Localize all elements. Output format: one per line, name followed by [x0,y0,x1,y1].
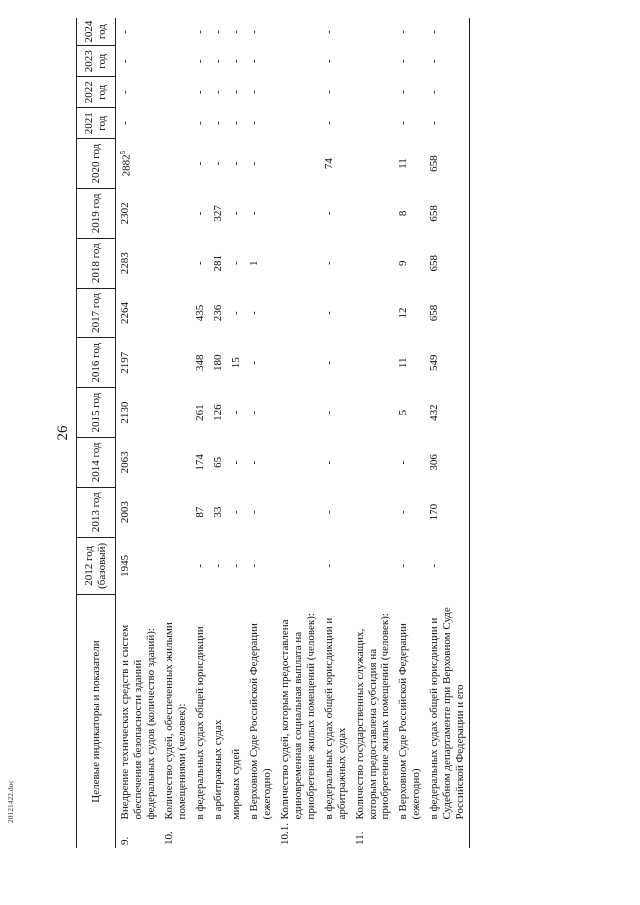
value-text: - [322,261,335,266]
year-value [227,18,245,46]
value-text: 658 [428,254,441,272]
year-value [209,46,227,77]
table-row [191,18,209,848]
value-text: 126 [211,404,224,421]
table-row [116,18,160,848]
value-text: - [247,360,260,365]
year-value [394,437,425,487]
year-value [351,388,395,438]
value-text: 281 [211,254,224,272]
year-value [160,108,191,139]
value-text: 11 [397,158,410,169]
indicator-name: в федеральных судах общей юрисдикции и арбитражных судах [322,617,348,820]
value-text: 2063 [119,451,131,474]
year-value [425,338,469,388]
year-value [320,77,351,108]
year-value [245,437,276,487]
year-value [227,139,245,189]
value-text: 2264 [119,301,131,324]
year-value [351,487,395,537]
value-text: - [119,59,131,64]
year-value [160,46,191,77]
indicator-name: Количество судей, которым предоставлена единовременная социальная выплата на приобретение жилых помещений (человек): [278,613,317,820]
year-value [276,18,320,46]
row-number [394,821,425,848]
value-text: - [397,59,410,64]
year-value [394,18,425,46]
value-text: - [247,161,260,166]
value-text: 33 [211,506,224,518]
year-value [116,288,160,338]
value-text: - [211,121,224,126]
year-value [191,18,209,46]
table-header-row [77,18,116,848]
year-value [160,238,191,288]
value-text: - [322,90,335,95]
value-text: 9 [397,260,410,266]
year-value [209,188,227,238]
value-text: - [193,261,206,266]
value-text: - [428,90,441,95]
year-value [245,388,276,438]
value-text: 170 [428,503,441,521]
header-year: 2021 год [77,108,116,139]
value-text: 1 [247,260,260,266]
year-value [425,487,469,537]
value-text: - [247,311,260,315]
value-text: - [211,161,224,166]
header-indicators: Целевые индикаторы и показатели [77,595,116,848]
value-text: - [193,161,206,166]
value-text: 261 [193,404,206,421]
base-value: - [193,564,206,568]
value-text: - [193,121,206,126]
year-value [227,288,245,338]
year-value [394,388,425,438]
year-value [160,77,191,108]
footer-filename: 20121422.doc [6,780,15,823]
indicator-name: в арбитражных судах [211,719,224,820]
year-value [116,188,160,238]
year-value [191,46,209,77]
rotated-content [45,18,600,848]
table-row [209,18,227,848]
value-text: - [322,410,335,415]
value-text: - [247,410,260,415]
year-value [351,188,395,238]
year-value [116,238,160,288]
indicator-name: Количество государственных служащих, которым предоставлена субсидия на приобретение жилых помещений (человек): [353,613,392,820]
year-value [245,238,276,288]
year-value [351,238,395,288]
year-value [116,338,160,388]
value-text: - [193,30,206,34]
header-year: 2019 год [77,188,116,238]
year-value [209,487,227,537]
table-row [425,18,469,848]
value-text: - [211,59,224,64]
value-text: - [322,460,335,465]
value-text: 174 [193,454,206,471]
year-value [320,437,351,487]
value-text: 306 [428,454,441,471]
value-text: - [397,460,410,465]
value-text: 8 [397,210,410,217]
year-value [425,437,469,487]
value-text: - [119,121,131,126]
base-value: - [247,564,260,568]
year-value [209,238,227,288]
value-text: - [428,30,441,34]
year-value [209,18,227,46]
year-value [320,46,351,77]
value-text: - [322,59,335,64]
value-text: - [229,460,242,465]
table-row [245,18,276,848]
value-text: 236 [211,304,224,322]
value-text: - [193,59,206,64]
year-value [191,338,209,388]
value-text: 12 [397,307,410,319]
value-text: - [322,311,335,315]
year-value [245,108,276,139]
value-text: - [211,30,224,34]
row-number: 11. [353,831,366,845]
year-value [209,139,227,189]
year-value [191,288,209,338]
indicator-name: в Верховном Суде Российской Федерации (ежегодно) [397,623,423,820]
year-value [160,139,191,189]
value-text: - [322,30,335,34]
year-value [394,487,425,537]
year-value [351,18,395,46]
year-value [227,338,245,388]
year-value [245,46,276,77]
header-year: 2018 год [77,238,116,288]
value-text: 2882 [120,154,133,177]
year-value [351,288,395,338]
value-text: 435 [193,304,206,322]
value-text: - [397,90,410,95]
year-value [351,77,395,108]
header-year: 2016 год [77,338,116,388]
header-year: 2024 год [77,18,116,46]
year-value [245,139,276,189]
value-text: - [193,90,206,95]
year-value [227,388,245,438]
base-value: - [397,564,410,568]
value-text: 2003 [119,501,131,524]
value-text: - [397,121,410,126]
year-value [191,437,209,487]
year-value [245,188,276,238]
year-value [351,108,395,139]
value-text: - [229,161,242,166]
year-value [425,77,469,108]
value-text: 549 [428,354,441,372]
year-value [351,338,395,388]
year-value [209,288,227,338]
value-text: - [247,121,260,126]
year-value [425,108,469,139]
indicator-name: в федеральных судах общей юрисдикции [193,626,206,820]
year-value [320,487,351,537]
year-value [425,139,469,189]
value-text: - [229,261,242,266]
year-value [116,487,160,537]
year-value [320,238,351,288]
value-text: - [322,360,335,365]
header-year: 2023 год [77,46,116,77]
base-value [160,537,191,595]
year-value [209,437,227,487]
value-text: - [229,90,242,95]
value-text: - [247,30,260,34]
year-value [425,18,469,46]
value-text: - [247,211,260,216]
year-value [227,108,245,139]
year-value [191,108,209,139]
value-text: 180 [211,354,224,372]
table-row [227,18,245,848]
table-row [276,18,320,848]
year-value [394,77,425,108]
indicator-name: Количество судей, обеспеченных жилыми помещениями (человек): [162,622,188,820]
value-text: 658 [428,155,441,172]
value-text: - [119,90,131,95]
year-value [320,288,351,338]
row-number: 10.1. [278,823,291,845]
value-text: 11 [397,357,410,369]
year-value [191,139,209,189]
year-value [160,437,191,487]
indicators-table [76,18,470,848]
year-value [227,188,245,238]
table-row [160,18,191,848]
year-value [116,77,160,108]
year-value [394,46,425,77]
value-text: - [229,211,242,216]
value-text: - [119,30,131,34]
base-value: - [229,564,242,568]
year-value [320,139,351,189]
header-base-year: 2012 год (базовый) [77,537,116,595]
year-value [394,338,425,388]
year-value [276,487,320,537]
year-value [320,108,351,139]
row-number: 9. [119,836,131,845]
year-value [276,46,320,77]
value-text: - [397,30,410,34]
base-value: - [425,537,469,595]
base-value [351,537,395,595]
value-text: - [322,121,335,126]
year-value [320,188,351,238]
value-text: 348 [193,354,206,372]
year-value [320,338,351,388]
year-value [191,238,209,288]
value-text: 5 [397,409,410,416]
year-value [160,487,191,537]
base-value: - [322,564,335,568]
year-value [160,188,191,238]
base-value [276,537,320,595]
value-text: 432 [428,404,441,421]
value-text: - [229,410,242,415]
row-number [320,821,351,848]
year-value [276,338,320,388]
year-value [227,77,245,108]
value-text: - [247,510,260,514]
row-number [425,821,469,848]
table-row [351,18,395,848]
year-value [245,18,276,46]
value-text: 658 [428,304,441,322]
year-value [227,487,245,537]
year-value [245,338,276,388]
year-value [227,238,245,288]
value-text: - [397,510,410,514]
value-text: - [229,510,242,514]
table-row [394,18,425,848]
value-text: - [247,460,260,465]
year-value [425,46,469,77]
year-value [245,77,276,108]
value-text: - [229,121,242,126]
year-value [394,188,425,238]
year-value [191,487,209,537]
year-value [209,77,227,108]
year-value [394,288,425,338]
indicator-name: в федеральных судах общей юрисдикции и Судебном департаменте при Верховном Суде Российской Федерации и его [425,595,469,822]
value-text: 65 [211,456,224,468]
year-value [351,437,395,487]
indicator-name: в Верховном Суде Российской Федерации (ежегодно) [247,623,273,820]
year-value [160,388,191,438]
year-value [116,139,160,189]
value-text: 74 [322,158,335,170]
page-number: 26 [55,425,71,441]
header-year: 2022 год [77,77,116,108]
value-text: 2197 [119,351,131,374]
year-value [276,238,320,288]
row-number [191,821,209,848]
row-number: 10. [162,831,175,845]
value-text: - [247,59,260,64]
value-text: - [322,510,335,514]
year-value [116,46,160,77]
value-text: - [229,59,242,64]
year-value [227,46,245,77]
year-value [276,188,320,238]
year-value [394,238,425,288]
year-value [320,388,351,438]
year-value [276,77,320,108]
year-value [160,18,191,46]
value-text: - [193,211,206,216]
year-value [116,18,160,46]
value-text: - [229,311,242,315]
table-row [320,18,351,848]
year-value [394,139,425,189]
row-number [227,821,245,848]
base-value: - [211,564,224,568]
value-text: 2283 [119,252,131,275]
year-value [276,139,320,189]
value-text: - [229,30,242,34]
value-text: 658 [428,205,441,222]
value-text: 2130 [119,401,131,424]
year-value [394,108,425,139]
year-value [160,288,191,338]
year-value [276,388,320,438]
value-text: 87 [193,506,206,518]
header-year: 2020 год [77,139,116,189]
header-year: 2015 год [77,388,116,438]
year-value [116,108,160,139]
year-value [425,188,469,238]
value-text: - [428,121,441,126]
year-value [191,188,209,238]
year-value [351,46,395,77]
indicator-name: мировых судей [229,748,242,820]
year-value [320,18,351,46]
value-text: 327 [211,205,224,222]
value-text: 2302 [119,202,131,225]
year-value [425,388,469,438]
year-value [116,437,160,487]
year-value [276,437,320,487]
year-value [425,238,469,288]
footnote-mark: 5 [119,150,127,155]
year-value [209,388,227,438]
value-text: - [211,90,224,95]
year-value [191,388,209,438]
year-value [276,108,320,139]
year-value [160,338,191,388]
year-value [245,288,276,338]
year-value [351,139,395,189]
indicator-name: Внедрение технических средств и систем обеспечения безопасности зданий федеральных судов (количество зданий): [119,624,157,820]
year-value [209,108,227,139]
year-value [227,437,245,487]
header-year: 2017 год [77,288,116,338]
year-value [191,77,209,108]
year-value [276,288,320,338]
row-number [209,821,227,848]
value-text: 15 [229,357,242,369]
year-value [245,487,276,537]
row-number [245,821,276,848]
year-value [116,388,160,438]
value-text: - [322,211,335,216]
year-value [425,288,469,338]
header-year: 2014 год [77,437,116,487]
header-year: 2013 год [77,487,116,537]
year-value [209,338,227,388]
base-value: 1945 [119,554,131,577]
value-text: - [428,59,441,64]
value-text: - [247,90,260,95]
